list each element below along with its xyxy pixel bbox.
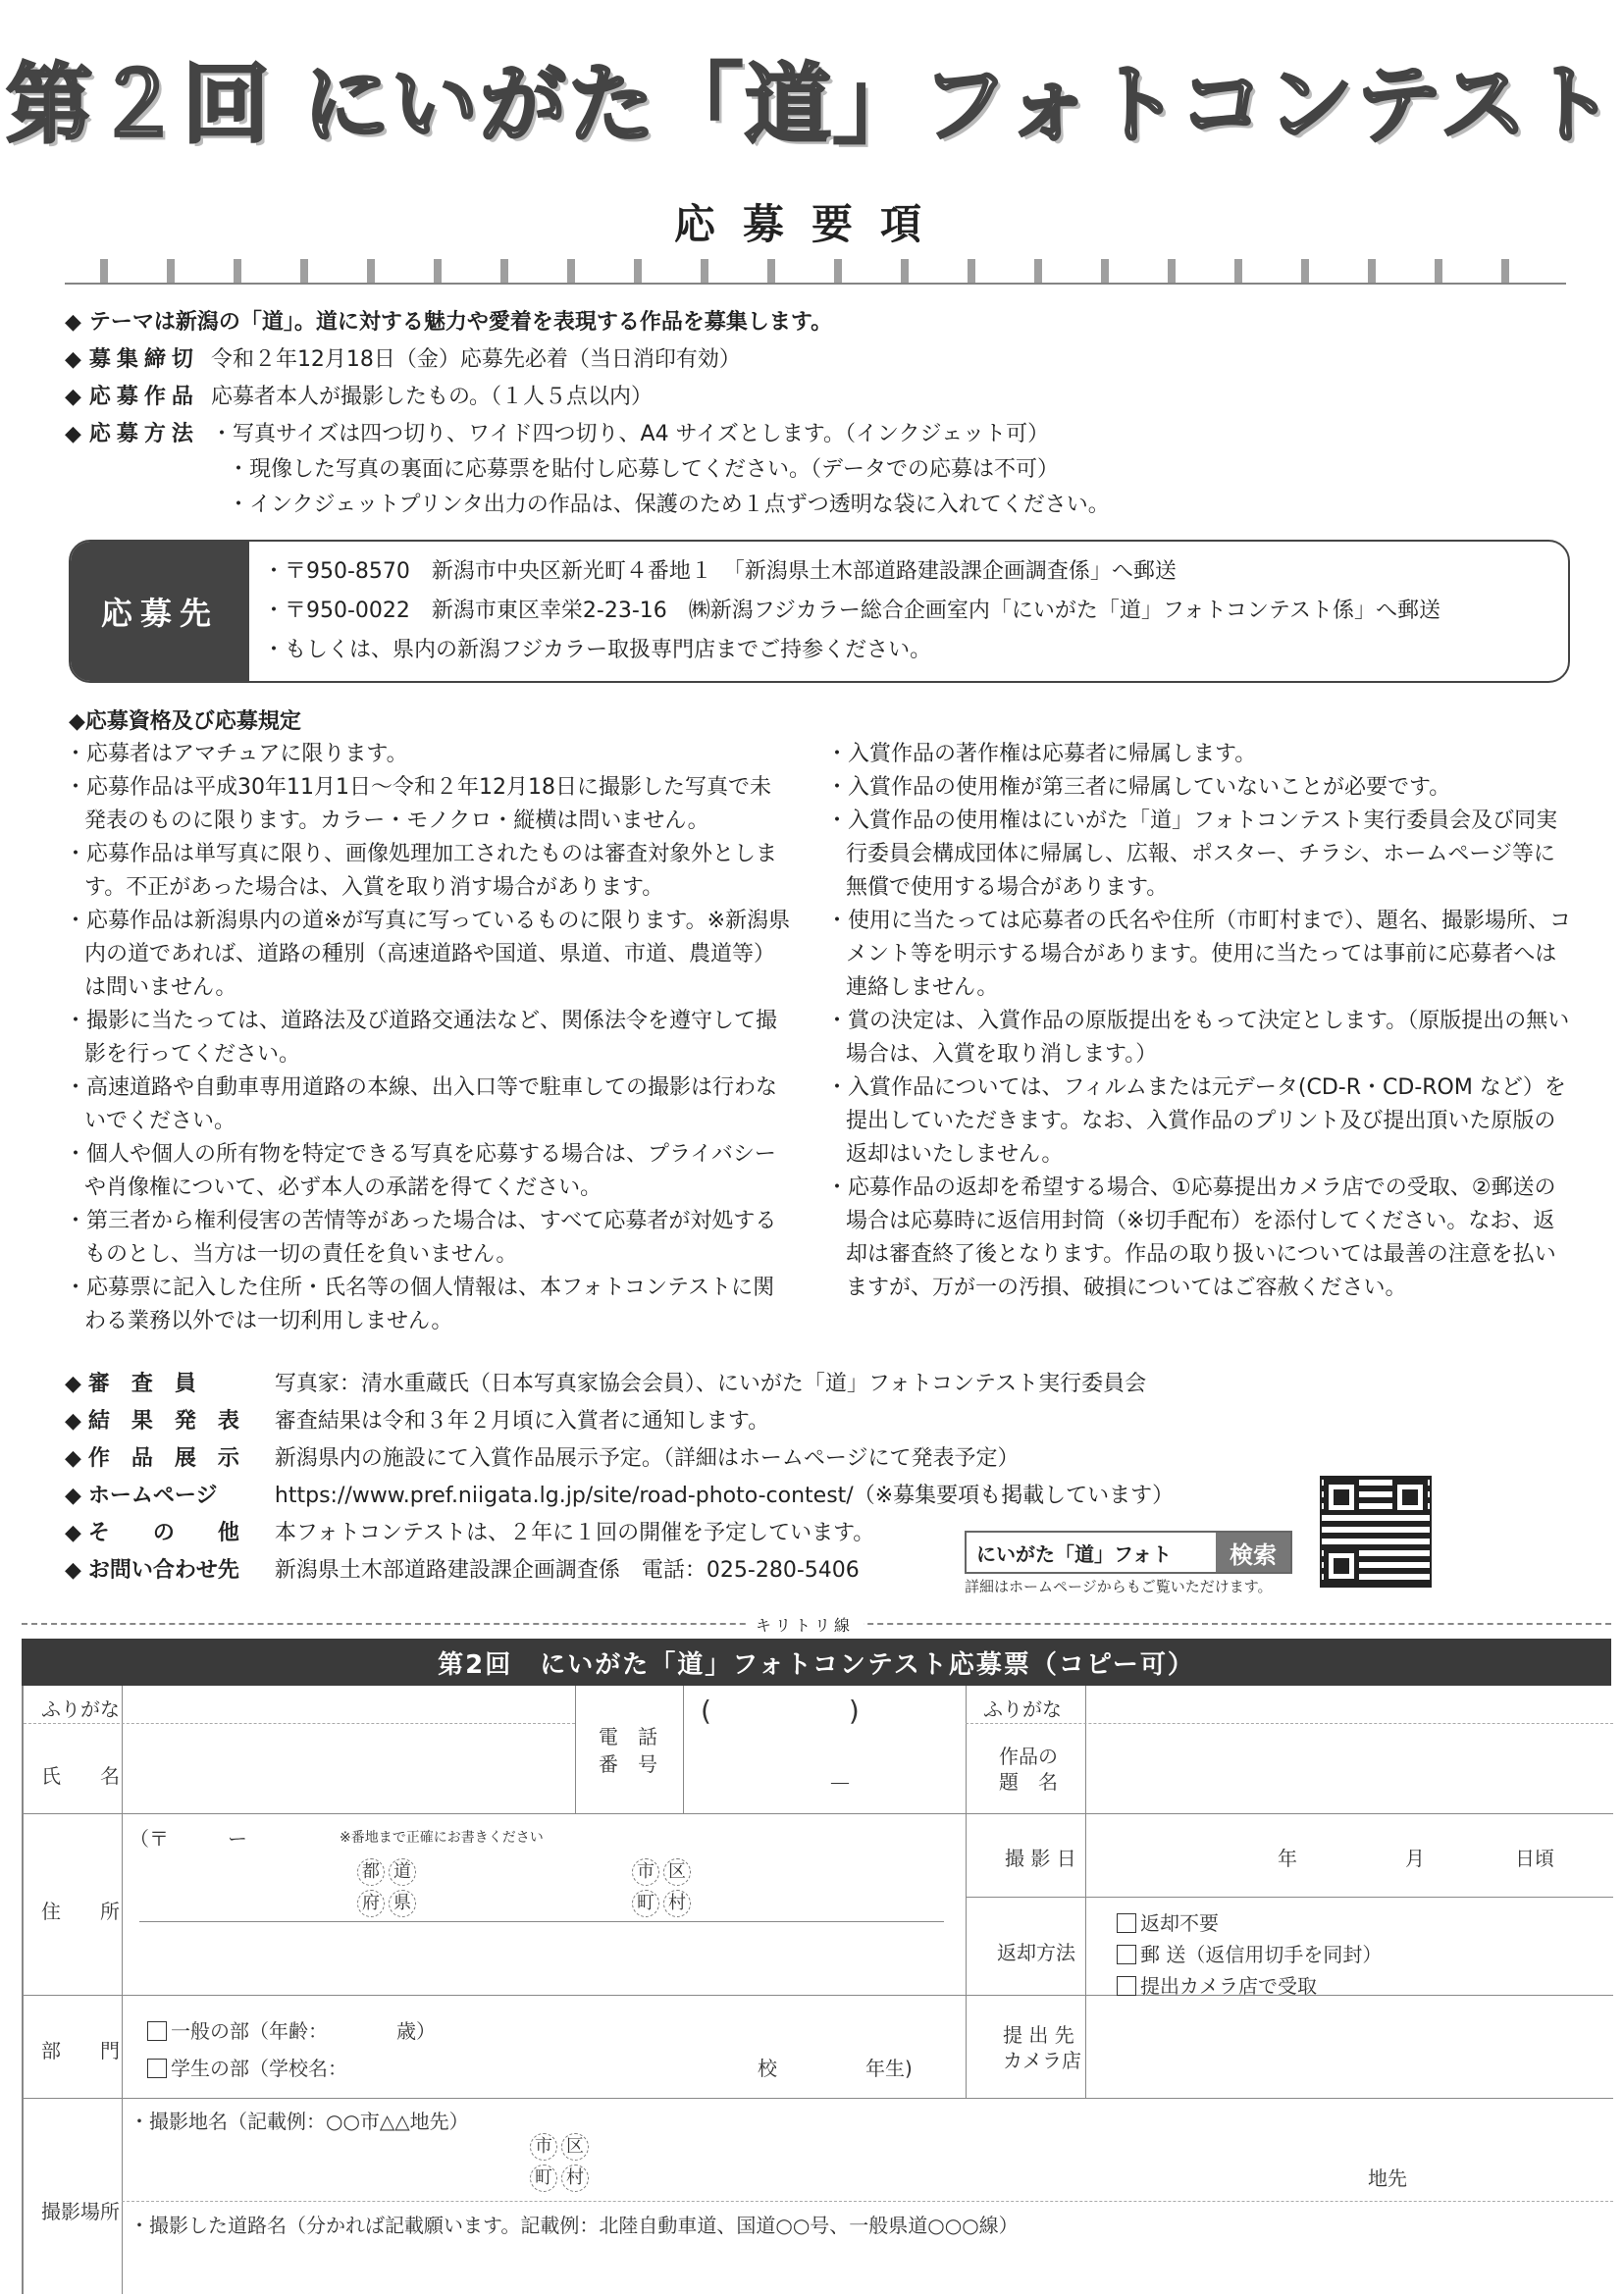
form-grid-line bbox=[122, 2201, 1613, 2202]
form-grid-line bbox=[122, 1686, 123, 2294]
rule-item: ・応募者はアマチュアに限ります。 bbox=[65, 742, 408, 766]
rule-item: ・入賞作品の著作権は応募者に帰属します。 bbox=[826, 742, 1257, 766]
form-grid-line bbox=[966, 1897, 1613, 1898]
diamond-icon: ◆ bbox=[65, 310, 81, 335]
entry-form bbox=[22, 1686, 1613, 2294]
location-city-suffix-2: 町 村 bbox=[530, 2165, 593, 2192]
diamond-icon: ◆ bbox=[65, 1484, 88, 1508]
prefecture-suffix-2: 府 県 bbox=[357, 1890, 420, 1917]
contact-label: お問い合わせ先 bbox=[87, 1558, 239, 1583]
work-title-label-1: 作品の bbox=[999, 1745, 1058, 1768]
page-title: 第２回 にいがた「道」フォトコンテスト bbox=[6, 54, 1617, 155]
division-student[interactable]: 学生の部（学校名： bbox=[147, 2053, 347, 2081]
division-label: 部 門 bbox=[41, 2039, 120, 2062]
qr-finder bbox=[1324, 1480, 1359, 1515]
month-label: 月 bbox=[1405, 1847, 1425, 1870]
checkbox[interactable] bbox=[1117, 1976, 1136, 1996]
division-general[interactable]: 一般の部（年齢： 歳） bbox=[147, 2015, 436, 2044]
postal-code-field[interactable]: （〒 ー bbox=[130, 1827, 247, 1851]
cut-label: キリトリ線 bbox=[746, 1613, 864, 1636]
address-label: 応募先 bbox=[71, 542, 249, 681]
contact-text: 新潟県土木部道路建設課企画調査係 電話：025-280-5406 bbox=[274, 1558, 860, 1583]
address-underline bbox=[139, 1921, 944, 1922]
qr-code-icon[interactable] bbox=[1320, 1476, 1432, 1588]
other-row bbox=[65, 1517, 874, 1550]
rule-item: ・賞の決定は、入賞作品の原版提出をもって決定とします。（原版提出の無い場合は、入賞を取り消します。） bbox=[826, 1009, 1570, 1067]
return-option-mail[interactable]: 郵 送（返信用切手を同封） bbox=[1117, 1939, 1382, 1967]
form-grid-line bbox=[1085, 1686, 1086, 2098]
other-label: そ の 他 bbox=[87, 1521, 239, 1545]
rule-item: ・応募作品は新潟県内の道※が写真に写っているものに限ります。※新潟県内の道であれば、道路の種別（高速道路や国道、県道、市道、農道等）は問いません。 bbox=[65, 909, 791, 1000]
school-suffix: 校 bbox=[758, 2057, 777, 2080]
form-grid-line bbox=[575, 1686, 576, 1813]
address-line-3: ・もしくは、県内の新潟フジカラー取扱専門店までご持参ください。 bbox=[263, 638, 932, 662]
day-label: 日頃 bbox=[1515, 1847, 1554, 1870]
method-row bbox=[65, 418, 1049, 451]
method-text-3: ・インクジェットプリンタ出力の作品は、保護のため１点ずつ透明な袋に入れてください。 bbox=[228, 493, 1110, 517]
deadline-row bbox=[65, 343, 741, 377]
diamond-icon: ◆ bbox=[65, 347, 81, 372]
address-note: ※番地まで正確にお書きください bbox=[340, 1830, 544, 1846]
diamond-icon: ◆ bbox=[65, 1521, 88, 1545]
result-label: 結 果 発 表 bbox=[87, 1409, 239, 1434]
location-city-suffix-1: 市 区 bbox=[530, 2133, 593, 2161]
judge-text: 写真家：清水重蔵氏（日本写真家協会会員）、にいがた「道」フォトコンテスト実行委員会 bbox=[274, 1372, 1147, 1396]
works-label: 応募作品 bbox=[88, 385, 199, 409]
return-option-shop[interactable]: 提出カメラ店で受取 bbox=[1117, 1970, 1317, 1999]
homepage-label: ホームページ bbox=[87, 1484, 218, 1508]
address-line-1: ・〒950-8570 新潟市中央区新光町４番地１ 「新潟県土木部道路建設課企画調査係」へ郵送 bbox=[263, 559, 1177, 584]
furigana2-label: ふりがな bbox=[983, 1697, 1062, 1721]
form-grid-line bbox=[683, 1686, 684, 1813]
camera-shop-label-1: 提 出 先 bbox=[1003, 2023, 1074, 2047]
checkbox[interactable] bbox=[1117, 1945, 1136, 1964]
diamond-icon: ◆ bbox=[65, 422, 81, 446]
rule-item: ・応募作品は単写真に限り、画像処理加工されたものは審査対象外とします。不正があった場合は、入賞を取り消す場合があります。 bbox=[65, 842, 778, 900]
method-label: 応募方法 bbox=[88, 422, 199, 446]
return-option-none[interactable]: 返却不要 bbox=[1117, 1907, 1219, 1936]
rule-item: ・応募作品は平成30年11月1日～令和２年12月18日に撮影した写真で未発表のものに限ります。カラー・モノクロ・縦横は問いません。 bbox=[65, 775, 771, 833]
form-grid-line bbox=[24, 2098, 1613, 2099]
other-text: 本フォトコンテストは、２年に１回の開催を予定しています。 bbox=[274, 1521, 875, 1545]
rule-item: ・応募票に記入した住所・氏名等の個人情報は、本フォトコンテストに関わる業務以外では一切利用しません。 bbox=[65, 1276, 775, 1333]
tel-dash: － bbox=[828, 1770, 852, 1798]
exhibit-label: 作 品 展 示 bbox=[87, 1446, 239, 1471]
diamond-icon: ◆ bbox=[65, 1372, 88, 1396]
checkbox[interactable] bbox=[147, 2021, 167, 2041]
deadline-label: 募集締切 bbox=[88, 347, 199, 372]
rule-item: ・入賞作品の使用権が第三者に帰属していないことが必要です。 bbox=[826, 775, 1451, 800]
form-title: 第2回 にいがた「道」フォトコンテスト応募票（コピー可） bbox=[22, 1639, 1611, 1686]
form-grid-line bbox=[24, 1723, 575, 1724]
search-note: 詳細はホームページからもご覧いただけます。 bbox=[965, 1578, 1273, 1595]
form-grid-line bbox=[24, 1813, 1613, 1814]
rule-item: ・応募作品の返却を希望する場合、①応募提出カメラ店での受取、②郵送の場合は応募時に返信用封筒（※切手配布）を添付してください。なお、返却は審査終了後となります。作品の取り扱いについては最善の注意を払いますが、万が一の汚損、破損についてはご容赦ください。 bbox=[826, 1175, 1556, 1300]
year-label: 年 bbox=[1278, 1847, 1297, 1870]
result-row bbox=[65, 1405, 769, 1438]
theme-text: テーマは新潟の「道」。道に対する魅力や愛着を表現する作品を募集します。 bbox=[88, 310, 833, 335]
rule-item: ・高速道路や自動車専用道路の本線、出入口等で駐車しての撮影は行わないでください。 bbox=[65, 1075, 778, 1133]
search-button[interactable]: 検索 bbox=[1216, 1533, 1290, 1572]
shoot-date-label: 撮 影 日 bbox=[1005, 1847, 1076, 1870]
name-label: 氏 名 bbox=[41, 1764, 120, 1788]
furigana-label: ふりがな bbox=[41, 1697, 120, 1721]
deadline-text: 令和２年12月18日（金）応募先必着（当日消印有効） bbox=[210, 347, 741, 372]
method-text-2: ・現像した写真の裏面に応募票を貼付し応募してください。（データでの応募は不可） bbox=[228, 457, 1060, 482]
diamond-icon: ◆ bbox=[65, 385, 81, 409]
grade-suffix: 年生) bbox=[865, 2057, 913, 2080]
ornament-divider bbox=[65, 259, 1566, 285]
location-label: 撮影場所 bbox=[41, 2200, 120, 2223]
city-suffix-1: 市 区 bbox=[632, 1858, 695, 1886]
address-box bbox=[69, 540, 1570, 683]
works-text: 応募者本人が撮影したもの。（１人５点以内） bbox=[210, 385, 654, 409]
rule-item: ・入賞作品については、フィルムまたは元データ(CD-R・CD-ROM など）を提出していただきます。なお、入賞作品のプリント及び提出頂いた原版の返却はいたしません。 bbox=[826, 1075, 1566, 1167]
camera-shop-label-2: カメラ店 bbox=[1003, 2049, 1081, 2072]
form-grid-line bbox=[966, 1723, 1613, 1724]
works-row bbox=[65, 381, 653, 414]
work-title-label-2: 題 名 bbox=[999, 1770, 1058, 1794]
tel-area-code[interactable]: ( ) bbox=[701, 1695, 860, 1727]
tel-label-2: 番 号 bbox=[599, 1752, 657, 1776]
rule-item: ・使用に当たっては応募者の氏名や住所（市町村まで）、題名、撮影場所、コメント等を明示する場合があります。使用に当たっては事前に応募者へは連絡しません。 bbox=[826, 909, 1572, 1000]
camera-shop-field[interactable] bbox=[1093, 2004, 1603, 2092]
exhibit-row bbox=[65, 1442, 1020, 1476]
contact-row bbox=[65, 1554, 860, 1588]
homepage-row bbox=[65, 1480, 1174, 1513]
method-text-1: ・写真サイズは四つ切り、ワイド四つ切り、A4 サイズとします。（インクジェット可） bbox=[210, 422, 1050, 446]
prefecture-suffix-1: 都 道 bbox=[357, 1858, 420, 1886]
exhibit-text: 新潟県内の施設にて入賞作品展示予定。（詳細はホームページにて発表予定） bbox=[274, 1446, 1020, 1471]
rule-item: ・個人や個人の所有物を特定できる写真を応募する場合は、プライバシーや肖像権について、必ず本人の承諾を得てください。 bbox=[65, 1142, 776, 1200]
rule-item: ・撮影に当たっては、道路法及び道路交通法など、関係法令を遵守して撮影を行ってください。 bbox=[65, 1009, 778, 1067]
search-box[interactable] bbox=[965, 1531, 1292, 1574]
address-label: 住 所 bbox=[41, 1900, 120, 1923]
rule-item: ・入賞作品の使用権はにいがた「道」フォトコンテスト実行委員会及び同実行委員会構成団体に帰属し、広報、ポスター、チラシ、ホームページ等に無償で使用する場合があります。 bbox=[826, 809, 1558, 900]
location-suffix: 地先 bbox=[1368, 2166, 1407, 2190]
qr-finder bbox=[1324, 1548, 1359, 1584]
return-method-label: 返却方法 bbox=[997, 1941, 1075, 1964]
rules-right-column bbox=[826, 738, 1572, 1305]
checkbox[interactable] bbox=[147, 2059, 167, 2078]
search-keyword: にいがた「道」フォト bbox=[976, 1541, 1172, 1566]
tel-label-1: 電 話 bbox=[599, 1725, 657, 1748]
diamond-icon: ◆ bbox=[65, 1409, 88, 1434]
qr-finder bbox=[1392, 1480, 1428, 1515]
name-field[interactable] bbox=[130, 1729, 571, 1809]
city-suffix-2: 町 村 bbox=[632, 1890, 695, 1917]
form-grid-line bbox=[24, 1995, 1613, 1996]
road-name-label: ・撮影した道路名（分かれば記載願います。記載例：北陸自動車道、国道○○号、一般県道○○○線） bbox=[130, 2214, 1019, 2237]
theme-row bbox=[65, 306, 832, 339]
rule-item: ・第三者から権利侵害の苦情等があった場合は、すべて応募者が対処するものとし、当方は一切の責任を負いません。 bbox=[65, 1209, 777, 1267]
homepage-link[interactable]: https://www.pref.niigata.lg.jp/site/road-photo-contest/（※募集要項も掲載しています） bbox=[274, 1484, 1175, 1508]
rules-left-column bbox=[65, 738, 791, 1338]
rules-heading: ◆応募資格及び応募規定 bbox=[69, 709, 301, 734]
page-subtitle: 応募要項 bbox=[673, 200, 949, 248]
furigana-field[interactable] bbox=[130, 1686, 571, 1721]
diamond-icon: ◆ bbox=[65, 1558, 88, 1583]
checkbox[interactable] bbox=[1117, 1913, 1136, 1933]
address-line-2: ・〒950-0022 新潟市東区幸栄2-23-16 ㈱新潟フジカラー総合企画室内「にいがた「道」フォトコンテスト係」へ郵送 bbox=[263, 599, 1441, 623]
form-grid-line bbox=[966, 1686, 967, 2098]
location-name-label: ・撮影地名（記載例：○○市△△地先） bbox=[130, 2110, 469, 2133]
result-text: 審査結果は令和３年２月頃に入賞者に通知します。 bbox=[274, 1409, 770, 1434]
work-title-field[interactable] bbox=[1093, 1729, 1603, 1809]
judge-label: 審 査 員 bbox=[87, 1372, 196, 1396]
diamond-icon: ◆ bbox=[65, 1446, 88, 1471]
judge-row bbox=[65, 1368, 1146, 1401]
